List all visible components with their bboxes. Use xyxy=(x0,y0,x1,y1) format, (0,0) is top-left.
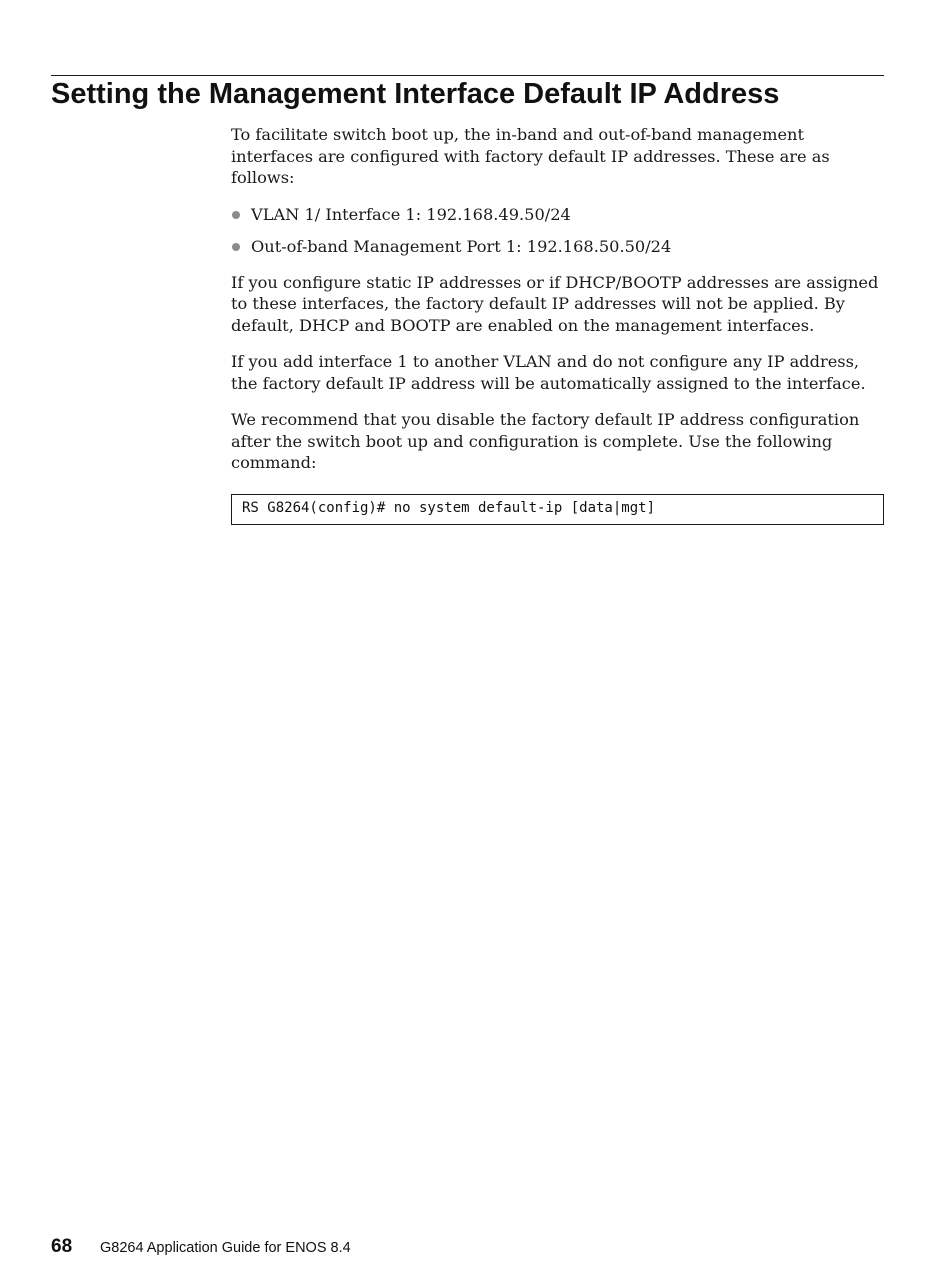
default-ip-list xyxy=(231,204,886,258)
list-item-text: Out-of-band Management Port 1: 192.168.50.50/24 xyxy=(251,237,672,256)
section-title: Setting the Management Interface Default IP Address xyxy=(51,78,780,110)
list-item-text: VLAN 1/ Interface 1: 192.168.49.50/24 xyxy=(251,204,571,224)
section-body xyxy=(231,124,886,525)
header-rule xyxy=(51,75,884,76)
intro-paragraph: To facilitate switch boot up, the in-band and out-of-band management interfaces are configured with factory default IP addresses. These are as follows: xyxy=(231,125,830,187)
page-number: 68 xyxy=(51,1236,73,1257)
bullet-icon xyxy=(232,211,240,219)
bullet-icon xyxy=(232,243,240,251)
vlan-paragraph: If you add interface 1 to another VLAN and do not configure any IP address, the factory default IP address will be automatically assigned to the interface. xyxy=(231,352,866,393)
list-item xyxy=(231,236,886,258)
command-example: RS G8264(config)# no system default-ip [data|mgt] xyxy=(231,494,884,525)
static-ip-paragraph: If you configure static IP addresses or if DHCP/BOOTP addresses are assigned to these interfaces, the factory default IP addresses will not be applied. By default, DHCP and BOOTP are enabled on the management interfaces. xyxy=(231,272,879,335)
recommendation-paragraph: We recommend that you disable the factory default IP address configuration after the switch boot up and configuration is complete. Use the following command: xyxy=(231,410,860,472)
footer-doc-title: G8264 Application Guide for ENOS 8.4 xyxy=(100,1240,351,1256)
page-footer xyxy=(51,1236,351,1258)
list-item xyxy=(231,204,886,226)
